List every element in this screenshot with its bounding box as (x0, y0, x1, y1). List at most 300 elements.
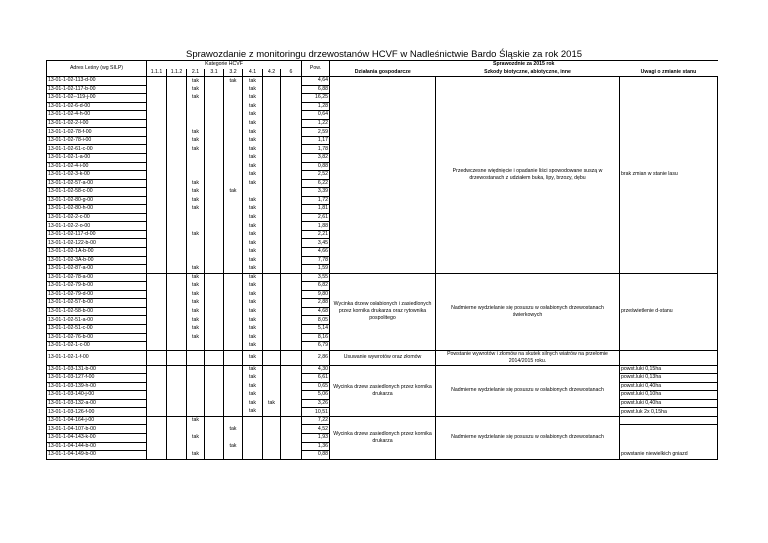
category-cell (205, 85, 224, 94)
pow-cell: 1,81 (302, 205, 330, 214)
category-cell (281, 154, 302, 163)
uwagi-cell: powst.luki 0,15ha (620, 365, 718, 374)
category-cell: tak (243, 248, 263, 257)
category-cell (263, 265, 281, 274)
header-pow: Pow. (302, 61, 330, 77)
category-cell (147, 416, 167, 425)
category-cell (205, 408, 224, 417)
address-cell: 13-01-1-03-131-b-00 (47, 365, 147, 374)
category-cell (205, 273, 224, 282)
header-cat-4-1: 4.1 (243, 69, 263, 77)
category-cell (224, 265, 243, 274)
address-cell: 13-01-1-02-51-c-00 (47, 324, 147, 333)
category-cell (167, 290, 187, 299)
category-cell (281, 299, 302, 308)
category-cell (167, 451, 187, 460)
dzialania-cell: Wycinka drzew zasiedlonych przez kornika drukarza (330, 365, 436, 416)
header-cat-3-1: 3.1 (205, 69, 224, 77)
category-cell (205, 111, 224, 120)
category-cell: tak (187, 273, 205, 282)
table-row (47, 416, 718, 425)
category-cell (224, 316, 243, 325)
category-cell (243, 451, 263, 460)
category-cell (263, 365, 281, 374)
pow-cell: 3,55 (302, 273, 330, 282)
uwagi-cell: powst.luki 0,40ha (620, 382, 718, 391)
category-cell (281, 442, 302, 451)
category-cell (167, 282, 187, 291)
address-cell: 13-01-1-03-132-a-00 (47, 399, 147, 408)
category-cell (224, 179, 243, 188)
category-cell (263, 374, 281, 383)
category-cell (263, 239, 281, 248)
pow-cell: 0,88 (302, 162, 330, 171)
category-cell: tak (243, 333, 263, 342)
category-cell (281, 136, 302, 145)
category-cell (187, 342, 205, 351)
szkody-cell: Nadmierne wydzielanie się posuszu w osłabionych drzewostanach (436, 365, 620, 416)
hcvf-monitoring-table (46, 60, 718, 460)
category-cell (147, 102, 167, 111)
category-cell: tak (187, 451, 205, 460)
category-cell (281, 290, 302, 299)
category-cell (205, 290, 224, 299)
category-cell (224, 333, 243, 342)
category-cell (263, 128, 281, 137)
category-cell (147, 188, 167, 197)
category-cell: tak (187, 333, 205, 342)
address-cell: 13-01-1-02-78-a-00 (47, 273, 147, 282)
pow-cell: 6,88 (302, 85, 330, 94)
category-cell (224, 374, 243, 383)
category-cell (147, 256, 167, 265)
category-cell (281, 416, 302, 425)
address-cell: 13-01-1-02-113-d-00 (47, 77, 147, 86)
category-cell (224, 128, 243, 137)
category-cell (205, 442, 224, 451)
header-cat-4-2: 4.2 (263, 69, 281, 77)
category-cell (281, 316, 302, 325)
category-cell: tak (243, 290, 263, 299)
category-cell (205, 451, 224, 460)
pow-cell: 6,79 (302, 342, 330, 351)
category-cell: tak (243, 119, 263, 128)
pow-cell: 3,26 (302, 399, 330, 408)
category-cell: tak (243, 365, 263, 374)
category-cell (167, 171, 187, 180)
category-cell (281, 162, 302, 171)
category-cell (224, 350, 243, 365)
category-cell (147, 324, 167, 333)
category-cell (263, 299, 281, 308)
pow-cell: 1,93 (302, 434, 330, 443)
category-cell: tak (243, 265, 263, 274)
header-cat-6: 6 (281, 69, 302, 77)
category-cell (187, 213, 205, 222)
pow-cell: 2,86 (302, 350, 330, 365)
address-cell: 13-01-1-03-140-j-00 (47, 391, 147, 400)
category-cell (281, 324, 302, 333)
category-cell (224, 290, 243, 299)
category-cell (224, 451, 243, 460)
category-cell (147, 350, 167, 365)
category-cell (147, 171, 167, 180)
category-cell (167, 102, 187, 111)
category-cell (263, 434, 281, 443)
category-cell (263, 196, 281, 205)
category-cell (187, 374, 205, 383)
category-cell: tak (243, 374, 263, 383)
category-cell (147, 434, 167, 443)
category-cell (167, 136, 187, 145)
category-cell (263, 290, 281, 299)
category-cell (281, 399, 302, 408)
category-cell (205, 316, 224, 325)
category-cell (167, 256, 187, 265)
category-cell (263, 111, 281, 120)
category-cell (281, 171, 302, 180)
address-cell: 13-01-1-02-87-a-00 (47, 265, 147, 274)
category-cell (281, 350, 302, 365)
category-cell: tak (243, 399, 263, 408)
category-cell (205, 196, 224, 205)
category-cell (224, 239, 243, 248)
category-cell (167, 273, 187, 282)
category-cell (281, 102, 302, 111)
category-cell (281, 145, 302, 154)
category-cell (263, 171, 281, 180)
category-cell (224, 273, 243, 282)
address-cell: 13-01-1-02-2-o-00 (47, 222, 147, 231)
category-cell (263, 350, 281, 365)
table-row (47, 365, 718, 374)
pow-cell: 2,21 (302, 230, 330, 239)
category-cell (281, 374, 302, 383)
address-cell: 13-01-1-02-76-b-00 (47, 333, 147, 342)
pow-cell: 3,39 (302, 188, 330, 197)
pow-cell: 16,25 (302, 94, 330, 103)
category-cell (243, 442, 263, 451)
category-cell: tak (243, 213, 263, 222)
address-cell: 13-01-1-02-51-a-00 (47, 316, 147, 325)
category-cell: tak (243, 205, 263, 214)
category-cell (263, 425, 281, 434)
category-cell: tak (263, 399, 281, 408)
szkody-cell: Nadmierne wydzielanie się posuszu w osłabionych drzewostanach świerkowych (436, 273, 620, 350)
category-cell (187, 248, 205, 257)
category-cell (263, 94, 281, 103)
header-cat-3-2: 3.2 (224, 69, 243, 77)
category-cell (205, 162, 224, 171)
category-cell (224, 391, 243, 400)
address-cell: 13-01-1-02-122-b-00 (47, 239, 147, 248)
address-cell: 13-01-1-02-3A-b-00 (47, 256, 147, 265)
category-cell (187, 442, 205, 451)
category-cell (224, 434, 243, 443)
uwagi-cell (620, 416, 718, 425)
table-row (47, 77, 718, 86)
pow-cell: 1,28 (302, 102, 330, 111)
category-cell (263, 333, 281, 342)
category-cell (167, 119, 187, 128)
category-cell (205, 154, 224, 163)
category-cell (167, 365, 187, 374)
category-cell (167, 299, 187, 308)
category-cell (205, 434, 224, 443)
category-cell (205, 102, 224, 111)
category-cell (263, 102, 281, 111)
category-cell (147, 290, 167, 299)
category-cell (263, 179, 281, 188)
category-cell (281, 205, 302, 214)
category-cell (167, 111, 187, 120)
pow-cell: 3,45 (302, 239, 330, 248)
category-cell: tak (224, 188, 243, 197)
category-cell (263, 154, 281, 163)
address-cell: 13-01-1-02-2-l-00 (47, 119, 147, 128)
category-cell (263, 391, 281, 400)
category-cell (205, 342, 224, 351)
category-cell (205, 179, 224, 188)
category-cell (167, 350, 187, 365)
category-cell: tak (243, 77, 263, 86)
category-cell: tak (187, 77, 205, 86)
category-cell: tak (243, 316, 263, 325)
category-cell (224, 324, 243, 333)
category-cell (224, 230, 243, 239)
category-cell: tak (187, 94, 205, 103)
category-cell (147, 342, 167, 351)
category-cell: tak (243, 307, 263, 316)
category-cell (167, 145, 187, 154)
category-cell (147, 391, 167, 400)
category-cell (147, 248, 167, 257)
category-cell: tak (243, 282, 263, 291)
category-cell (224, 205, 243, 214)
category-cell (167, 128, 187, 137)
category-cell (281, 342, 302, 351)
category-cell (263, 77, 281, 86)
category-cell (263, 316, 281, 325)
pow-cell: 6,61 (302, 374, 330, 383)
category-cell: tak (187, 128, 205, 137)
category-cell (281, 248, 302, 257)
header-address: Adres Leśny (wg SILP) (47, 61, 147, 77)
address-cell: 13-01-1-02-4-i-00 (47, 162, 147, 171)
category-cell (167, 196, 187, 205)
category-cell (205, 230, 224, 239)
dzialania-cell (330, 77, 436, 274)
uwagi-cell: brak zmian w stanie lasu (620, 77, 718, 274)
category-cell: tak (243, 94, 263, 103)
address-cell: 13-01-1-02-58-c-00 (47, 188, 147, 197)
address-cell: 13-01-1-04-149-b-00 (47, 451, 147, 460)
address-cell: 13-01-1-02-57-b-00 (47, 299, 147, 308)
category-cell (205, 382, 224, 391)
category-cell (167, 382, 187, 391)
category-cell: tak (243, 154, 263, 163)
pow-cell: 2,88 (302, 299, 330, 308)
uwagi-cell: powst.luki 0,13ha (620, 374, 718, 383)
address-cell: 13-01-1-03-126-f-00 (47, 408, 147, 417)
dzialania-cell: Wycinka drzew osłabionych i zasiedlonych przez kornika drukarza oraz rytownika pospolitego (330, 273, 436, 350)
category-cell (281, 256, 302, 265)
header-szkody: Szkody biotyczne, abiotyczne, inne (436, 69, 620, 77)
pow-cell: 6,22 (302, 179, 330, 188)
category-cell (187, 222, 205, 231)
category-cell (281, 391, 302, 400)
category-cell (224, 196, 243, 205)
address-cell: 13-01-1-02-117-d-00 (47, 230, 147, 239)
category-cell (147, 136, 167, 145)
category-cell (281, 307, 302, 316)
category-cell (147, 94, 167, 103)
category-cell (147, 222, 167, 231)
category-cell (281, 239, 302, 248)
address-cell: 13-01-1-02-2-c-00 (47, 213, 147, 222)
category-cell (205, 213, 224, 222)
category-cell (187, 256, 205, 265)
category-cell: tak (187, 324, 205, 333)
category-cell (147, 299, 167, 308)
category-cell (224, 248, 243, 257)
category-cell: tak (187, 290, 205, 299)
pow-cell: 1,72 (302, 196, 330, 205)
category-cell (281, 434, 302, 443)
category-cell (281, 111, 302, 120)
category-cell (281, 425, 302, 434)
category-cell (205, 350, 224, 365)
category-cell (224, 299, 243, 308)
category-cell (224, 365, 243, 374)
address-cell: 13-01-1-02-80-h-00 (47, 205, 147, 214)
category-cell (263, 145, 281, 154)
report-title: Sprawozdanie z monitoringu drzewostanów HCVF w Nadleśnictwie Bardo Śląskie za rok 2015 (185, 49, 583, 60)
category-cell (167, 179, 187, 188)
address-cell: 13-01-1-02--119-j-00 (47, 94, 147, 103)
category-cell (263, 382, 281, 391)
category-cell: tak (187, 416, 205, 425)
category-cell (205, 265, 224, 274)
category-cell (167, 77, 187, 86)
category-cell (205, 77, 224, 86)
category-cell (205, 205, 224, 214)
address-cell: 13-01-1-02-58-b-00 (47, 307, 147, 316)
category-cell (147, 365, 167, 374)
uwagi-cell: powstanie niewielkich gniazd (620, 451, 718, 460)
header-uwagi: Uwagi o zmianie stanu (620, 69, 718, 77)
pow-cell: 1,36 (302, 442, 330, 451)
category-cell (167, 154, 187, 163)
category-cell (147, 282, 167, 291)
pow-cell: 4,68 (302, 307, 330, 316)
address-cell: 13-01-1-02-78-i-00 (47, 136, 147, 145)
category-cell (147, 374, 167, 383)
pow-cell: 0,88 (302, 451, 330, 460)
category-cell: tak (187, 230, 205, 239)
category-cell (167, 391, 187, 400)
category-cell (224, 136, 243, 145)
address-cell: 13-01-1-03-139-h-00 (47, 382, 147, 391)
address-cell: 13-01-1-02-1A-b-00 (47, 248, 147, 257)
category-cell: tak (243, 382, 263, 391)
category-cell (281, 85, 302, 94)
category-cell (205, 374, 224, 383)
category-cell (281, 273, 302, 282)
category-cell (167, 239, 187, 248)
category-cell: tak (243, 102, 263, 111)
category-cell: tak (187, 205, 205, 214)
category-cell (205, 188, 224, 197)
pow-cell: 1,88 (302, 222, 330, 231)
category-cell (263, 162, 281, 171)
category-cell: tak (187, 434, 205, 443)
category-cell (187, 119, 205, 128)
category-cell: tak (187, 188, 205, 197)
category-cell (187, 391, 205, 400)
pow-cell: 4,64 (302, 77, 330, 86)
uwagi-cell: powst.luki 0,10ha (620, 391, 718, 400)
header-report-group: Sprawozdnie za 2015 rok (330, 61, 718, 69)
pow-cell: 3,82 (302, 154, 330, 163)
pow-cell: 2,52 (302, 171, 330, 180)
category-cell: tak (243, 324, 263, 333)
category-cell: tak (243, 179, 263, 188)
address-cell: 13-01-1-04-144-b-00 (47, 442, 147, 451)
category-cell (167, 434, 187, 443)
category-cell (263, 188, 281, 197)
pow-cell: 4,52 (302, 425, 330, 434)
category-cell (167, 425, 187, 434)
category-cell (263, 324, 281, 333)
category-cell (263, 222, 281, 231)
table-row (47, 273, 718, 282)
category-cell (205, 365, 224, 374)
category-cell: tak (187, 316, 205, 325)
category-cell (263, 256, 281, 265)
category-cell (167, 442, 187, 451)
pow-cell: 4,66 (302, 248, 330, 257)
category-cell (281, 265, 302, 274)
category-cell (147, 239, 167, 248)
address-cell: 13-01-1-02-1-f-00 (47, 350, 147, 365)
category-cell: tak (243, 408, 263, 417)
address-cell: 13-01-1-02-1-c-00 (47, 342, 147, 351)
category-cell (205, 222, 224, 231)
category-cell (263, 273, 281, 282)
category-cell (147, 408, 167, 417)
category-cell (224, 416, 243, 425)
category-cell (205, 239, 224, 248)
category-cell (224, 145, 243, 154)
category-cell (167, 416, 187, 425)
category-cell (243, 188, 263, 197)
pow-cell: 6,82 (302, 282, 330, 291)
category-cell (167, 248, 187, 257)
category-cell (224, 171, 243, 180)
category-cell (167, 408, 187, 417)
category-cell (205, 391, 224, 400)
category-cell (147, 162, 167, 171)
category-cell (187, 154, 205, 163)
header-cat-2-1: 2.1 (187, 69, 205, 77)
address-cell: 13-01-1-02-80-g-00 (47, 196, 147, 205)
category-cell (147, 77, 167, 86)
category-cell: tak (187, 265, 205, 274)
pow-cell: 5,14 (302, 324, 330, 333)
category-cell (167, 188, 187, 197)
category-cell (205, 282, 224, 291)
